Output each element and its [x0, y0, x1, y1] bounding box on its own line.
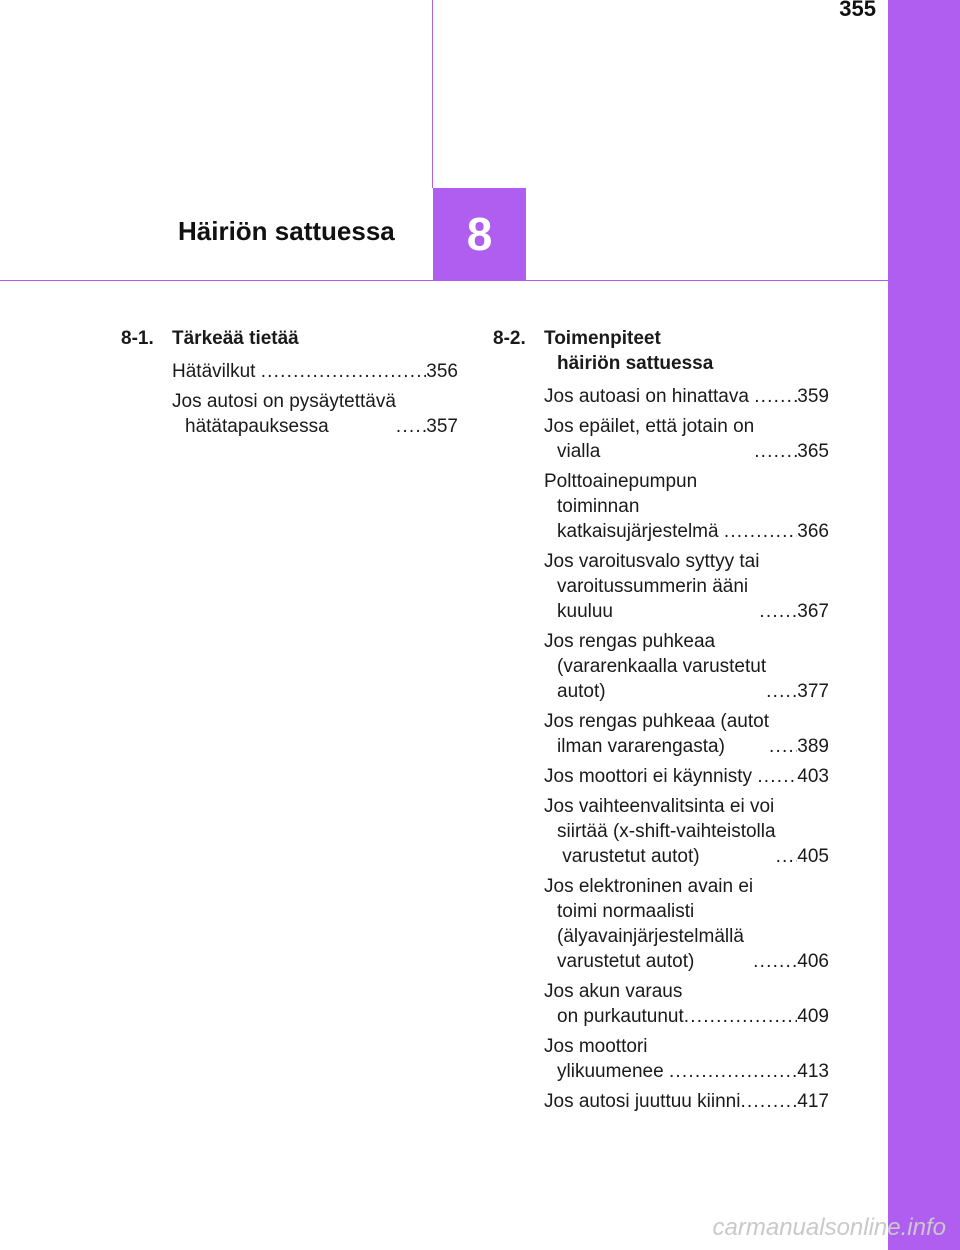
- chapter-number-box: [433, 188, 526, 280]
- toc-entry-title: [544, 414, 797, 464]
- toc-entry-lines: [544, 794, 776, 869]
- dot-leader: [396, 414, 426, 439]
- toc-entry-text: ilman vararengasta): [557, 736, 725, 757]
- toc-entry-title: [544, 469, 797, 544]
- toc-entry-text: hätätapauksessa: [185, 416, 334, 437]
- section-heading: [121, 326, 458, 351]
- dot-leader: [769, 734, 797, 759]
- toc-entry-text: toimi normaalisti: [557, 901, 695, 922]
- toc-entry-text: on purkautunut: [557, 1006, 684, 1027]
- toc-entry-title: [172, 359, 426, 384]
- dot-leader: [754, 439, 797, 464]
- toc-entry-page: 366: [797, 521, 829, 542]
- toc-entry-lines: [544, 549, 759, 624]
- toc-entry-page: 359: [797, 386, 829, 407]
- toc-entry[interactable]: [544, 709, 829, 759]
- toc-entry-title: [544, 794, 797, 869]
- toc-entry-lines: [544, 874, 753, 974]
- dot-leader: [753, 949, 797, 974]
- toc-entry-text: Jos moottori ei käynnisty: [544, 766, 758, 787]
- dot-leader: [740, 1089, 797, 1114]
- page-number: 355: [839, 0, 876, 21]
- toc-entry-lines: [172, 359, 261, 384]
- section-title-line: Tärkeää tietää: [172, 328, 299, 349]
- toc-entry-title: [544, 874, 797, 974]
- toc-entry-page: 357: [426, 416, 458, 437]
- toc-entry-text: autot): [557, 681, 611, 702]
- header-vertical-rule: [432, 0, 433, 188]
- toc-entry-lines: [544, 629, 766, 704]
- toc-entry-page: 389: [797, 736, 829, 757]
- toc-entry[interactable]: [544, 794, 829, 869]
- toc-entry-text: Jos epäilet, että jotain on: [544, 416, 755, 437]
- toc-entry-text: (vararenkaalla varustetut: [557, 656, 767, 677]
- toc-entry-text: Jos moottori: [544, 1036, 648, 1057]
- dot-leader: [754, 384, 797, 409]
- toc-entry-title: [172, 389, 426, 439]
- toc-entry-text: Jos autosi on pysäytettävä: [172, 391, 396, 412]
- dot-leader: [261, 359, 427, 384]
- chapter-title: Häiriön sattuessa: [178, 216, 395, 246]
- toc-entry-title: [544, 629, 797, 704]
- toc-section-8-1: [121, 326, 458, 444]
- toc-entry[interactable]: [172, 359, 458, 384]
- toc-entry-text: Jos autoasi on hinattava: [544, 386, 755, 407]
- toc-entry-lines: [544, 1089, 740, 1114]
- toc-entry-text: Jos vaihteenvalitsinta ei voi: [544, 796, 775, 817]
- dot-leader: [776, 844, 798, 869]
- toc-entry[interactable]: [544, 874, 829, 974]
- toc-section-8-2: [493, 326, 829, 1119]
- section-title: [544, 326, 829, 376]
- toc-entry-title: [544, 709, 797, 759]
- toc-entry-text: Jos akun varaus: [544, 981, 683, 1002]
- toc-entry-page: 417: [797, 1091, 829, 1112]
- section-number: 8-2.: [493, 328, 526, 349]
- toc-entry[interactable]: [544, 469, 829, 544]
- toc-entry-page: 405: [797, 846, 829, 867]
- dot-leader: [669, 1059, 797, 1084]
- toc-entry-text: (älyavainjärjestelmällä: [557, 926, 744, 947]
- watermark-footer: carmanualsonline.info: [712, 1214, 946, 1241]
- toc-entry-title: [544, 384, 797, 409]
- toc-entry-lines: [172, 389, 396, 439]
- toc-entry-title: [544, 979, 797, 1029]
- toc-entry-lines: [544, 764, 757, 789]
- dot-leader: [757, 764, 797, 789]
- toc-entry-text: Jos elektroninen avain ei: [544, 876, 754, 897]
- toc-entry[interactable]: [544, 384, 829, 409]
- toc-entry[interactable]: [544, 1089, 829, 1114]
- toc-entry[interactable]: [544, 549, 829, 624]
- toc-entry-lines: [544, 469, 724, 544]
- header-horizontal-rule: [0, 280, 888, 281]
- toc-entry-page: 406: [797, 951, 829, 972]
- toc-entry-lines: [544, 384, 754, 409]
- toc-entry-text: kuuluu: [557, 601, 619, 622]
- toc-entry-text: ylikuumenee: [557, 1061, 669, 1082]
- toc-entry-lines: [544, 414, 754, 464]
- toc-entry-page: 413: [797, 1061, 829, 1082]
- dot-leader: [724, 519, 797, 544]
- toc-entry-text: varoitussummerin ääni: [557, 576, 749, 597]
- toc-entry[interactable]: [544, 979, 829, 1029]
- dot-leader: [766, 679, 797, 704]
- toc-entry-title: [544, 764, 797, 789]
- dot-leader: [759, 599, 797, 624]
- toc-entry-text: Jos rengas puhkeaa (autot: [544, 711, 769, 732]
- section-title: [172, 326, 458, 351]
- toc-entry-title: [544, 1034, 797, 1084]
- toc-entry-list: [493, 384, 829, 1114]
- toc-entry-title: [544, 549, 797, 624]
- toc-entry-page: 409: [797, 1006, 829, 1027]
- section-title-line: häiriön sattuessa: [557, 353, 714, 374]
- toc-entry-text: varustetut autot): [557, 951, 695, 972]
- toc-entry[interactable]: [172, 389, 458, 439]
- toc-entry-text: Hätävilkut: [172, 361, 261, 382]
- toc-entry-page: 403: [797, 766, 829, 787]
- chapter-sidebar-tab: [888, 0, 960, 1250]
- dot-leader: [684, 1004, 798, 1029]
- toc-entry-text: Jos varoitusvalo syttyy tai: [544, 551, 760, 572]
- toc-entry-text: Polttoainepumpun: [544, 471, 698, 492]
- toc-entry[interactable]: [544, 629, 829, 704]
- toc-entry-text: varustetut autot): [557, 846, 700, 867]
- toc-entry-text: vialla: [557, 441, 606, 462]
- toc-entry-list: [121, 359, 458, 439]
- toc-entry-text: katkaisujärjestelmä: [557, 521, 724, 542]
- toc-entry-page: 356: [426, 361, 458, 382]
- toc-entry-text: toiminnan: [557, 496, 640, 517]
- toc-entry-page: 365: [797, 441, 829, 462]
- toc-entry-text: Jos rengas puhkeaa: [544, 631, 716, 652]
- toc-entry-lines: [544, 709, 769, 759]
- section-title-line: Toimenpiteet: [544, 328, 661, 349]
- toc-entry[interactable]: [544, 414, 829, 464]
- toc-entry-title: [544, 1089, 797, 1114]
- chapter-number: 8: [466, 208, 493, 260]
- toc-entry-text: Jos autosi juuttuu kiinni: [544, 1091, 741, 1112]
- section-heading: [493, 326, 829, 376]
- toc-entry-page: 367: [797, 601, 829, 622]
- toc-entry[interactable]: [544, 764, 829, 789]
- toc-entry-page: 377: [797, 681, 829, 702]
- toc-entry-lines: [544, 1034, 669, 1084]
- toc-entry-lines: [544, 979, 684, 1029]
- section-number: 8-1.: [121, 328, 154, 349]
- toc-entry-text: siirtää (x-shift-vaihteistolla: [557, 821, 776, 842]
- toc-entry[interactable]: [544, 1034, 829, 1084]
